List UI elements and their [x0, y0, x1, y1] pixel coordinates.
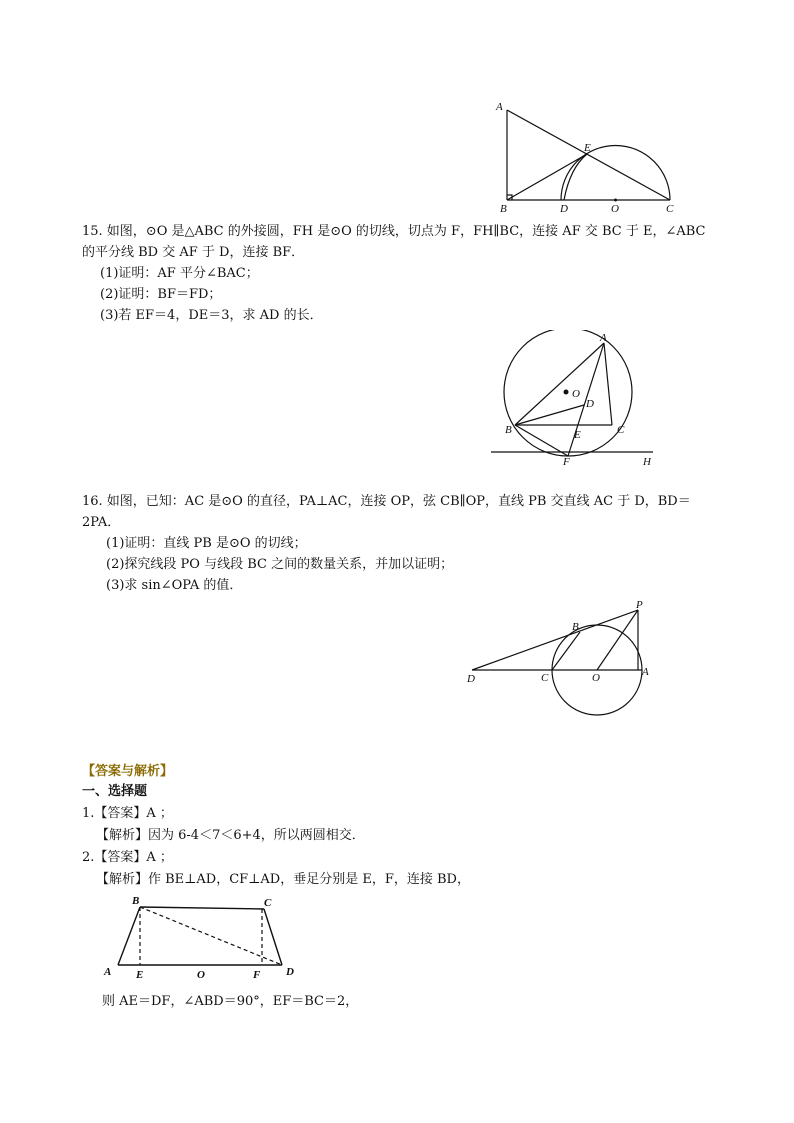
label-O: O [572, 388, 580, 400]
label-C: C [541, 672, 549, 684]
answer-1: 1.【答案】A ； [82, 806, 173, 821]
label-O: O [592, 672, 600, 684]
explanation-1: 【解析】因为 6-4＜7＜6+4，所以两圆相交． [96, 828, 365, 843]
label-H: H [643, 456, 651, 468]
q15-sub1: (1)证明：AF 平分∠BAC； [100, 266, 259, 281]
figure-answer-2 [100, 890, 305, 982]
figure-q14 [490, 96, 680, 218]
segment-BC [140, 907, 264, 909]
segment-BF [515, 425, 568, 456]
segment-CD [264, 909, 282, 965]
label-B: B [572, 621, 579, 633]
label-A: A [600, 332, 607, 344]
label-D: D [286, 966, 294, 978]
label-D: D [586, 398, 594, 410]
label-C: C [666, 203, 674, 215]
label-E: E [584, 142, 591, 154]
answers-header: 【答案与解析】 [82, 764, 174, 779]
q15-line1: 15. 如图，⊙O 是△ABC 的外接圆，FH 是⊙O 的切线，切点为 F，FH∥BC，连接 AF 交 BC 于 E，∠ABC [82, 224, 706, 239]
label-O: O [611, 203, 619, 215]
label-P: P [636, 599, 643, 611]
semicircle-O [561, 146, 670, 201]
explanation-2-continued: 则 AE＝DF，∠ABD＝90°，EF＝BC＝2， [102, 994, 359, 1009]
segment-BE [507, 154, 587, 200]
label-F: F [563, 456, 570, 468]
dashed-segment-BD [140, 907, 282, 965]
q15-sub2: (2)证明：BF＝FD； [100, 287, 222, 302]
label-B: B [132, 895, 140, 907]
label-B: B [500, 203, 507, 215]
label-A: A [642, 666, 649, 678]
figure-q16 [464, 596, 664, 722]
q16-sub1: (1)证明：直线 PB 是⊙O 的切线； [106, 536, 307, 551]
q16-sub2: (2)探究线段 PO 与线段 BC 之间的数量关系，并加以证明； [106, 557, 454, 572]
q15-sub3: (3)若 EF＝4，DE＝3，求 AD 的长． [100, 308, 323, 323]
center-point-O [564, 390, 569, 395]
q16-line2: 2PA． [82, 515, 121, 530]
label-A: A [496, 101, 503, 113]
label-E: E [136, 969, 144, 981]
center-point-O [614, 199, 617, 202]
q16-sub3: (3)求 sin∠OPA 的值． [106, 578, 243, 593]
figure-q15 [486, 330, 660, 470]
line-DP [472, 610, 638, 670]
label-B: B [505, 424, 512, 436]
label-D: D [467, 673, 475, 685]
label-A: A [104, 966, 112, 978]
segment-AB [118, 907, 140, 965]
answer-2: 2.【答案】A ； [82, 850, 173, 865]
segment-OP [597, 610, 638, 670]
label-C: C [617, 424, 625, 436]
q15-line2: 的平分线 BD 交 AF 于 D，连接 BF． [82, 245, 305, 260]
label-C: C [264, 897, 272, 909]
q16-line1: 16. 如图，已知：AC 是⊙O 的直径，PA⊥AC，连接 OP，弦 CB∥OP，直线 PB 交直线 AC 于 D，BD＝ [82, 494, 691, 509]
label-E: E [574, 429, 581, 441]
segment-AC [604, 343, 612, 425]
label-O: O [197, 969, 205, 981]
label-D: D [560, 203, 568, 215]
explanation-2: 【解析】作 BE⊥AD，CF⊥AD，垂足分别是 E，F，连接 BD， [96, 872, 470, 887]
section-heading: 一、选择题 [82, 784, 148, 799]
label-F: F [253, 969, 261, 981]
